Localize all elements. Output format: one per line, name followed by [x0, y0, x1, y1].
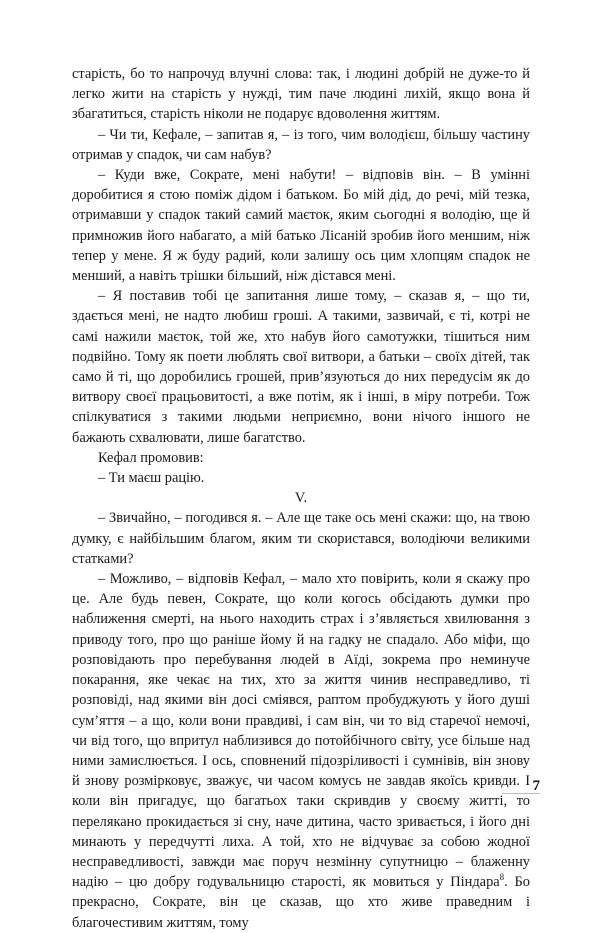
paragraph-text: . Бо прекрасно, Сократе, він це сказав, що хто живе праведним і благочестивим життям, тому	[72, 874, 531, 931]
paragraph: – Куди вже, Сократе, мені набути! – відповів він. – В умінні доробитися я стою поміж дідом і батьком. Бо мій дід, до речі, мій тезка, отримавши у спадок такий самий маєток, яким сьогодні я володію, ще й примножив його набагато, а мій батько Лісаній зробив його меншим, ніж тепер у мене. Я ж буду радий, коли залишу ось цим хлопцям спадок не менший, а навіть трішки більший, ніж дістався мені.	[72, 167, 530, 285]
paragraph: – Я поставив тобі це запитання лише тому, – сказав я, – що ти, здається мені, не надто любиш гроші. А такими, зазвичай, є ті, котрі не самі нажили маєток, той же, хто набув його самотужки, тішиться ним подвійно. Тому як поети люблять свої витвори, а батьки – своїх дітей, так само й ті, що доробились грошей, прив’язуються до них передусім як до витвору своєї працьовитості, а вже потім, як і інші, в міру потреби. Тож спілкуватися з такими людьми неприємно, вони нічого іншого не бажають схвалювати, лише багатство.	[72, 288, 530, 446]
paragraph	[72, 569, 530, 933]
page-number: 7	[532, 778, 540, 794]
footnote-marker[interactable]: 8	[499, 872, 505, 883]
body-text	[72, 64, 530, 933]
section-heading: V.	[294, 490, 308, 507]
paragraph: – Звичайно, – погодився я. – Але ще таке ось мені скажи: що, на твою думку, є найбільшим благом, яким ти скористався, володіючи великими статками?	[72, 510, 530, 567]
paragraph: – Ти маєш рацію.	[98, 470, 205, 487]
paragraph: старість, бо то напрочуд влучні слова: так, і людині добрій не дуже-то й легко жити на старість у нужді, тим паче людині лихій, якщо вона й збагатиться, старість ніколи не подарує вдоволення життям.	[72, 66, 530, 123]
paragraph: – Чи ти, Кефале, – запитав я, – із того, чим володієш, більшу частину отримав у спадок, чи сам набув?	[72, 126, 530, 163]
paragraph: Кефал промовив:	[98, 449, 204, 466]
paragraph-text: – Можливо, – відповів Кефал, – мало хто повірить, коли я скажу про це. Але будь певен, Сократе, що коли когось обсідають думки про наближення смерті, на нього находить страх і з’являється хвилювання з приводу того, про що раніше йому й на гадку не спадало. Або міфи, що розповідають про перебування людей в Аїді, зокрема про неминуче покарання, яке чекає на тих, хто за життя чинив несправедливо, ті розповіді, над якими він досі сміявся, раптом пробуджують у його душі сум’яття – а що, коли вони правдиві, і сам він, чи то від старечої немочі, чи від того, що впритул наблизився до потойбічного світу, усе більше над ними замислюється. І ось, сповнений підозріливості і сумнівів, він знову й знову розмірковує, зважує, чи часом комусь не завдав якоїсь кривди. І коли він пригадує, що багатьох таки скривдив у своєму житті, то перелякано прокидається зі сну, наче дитина, часто зривається, і його дні минають у передчутті лиха. А той, хто не відчуває за собою жодної несправедливості, завжди має поруч незмінну супутницю – блаженну надію – цю добру годувальницю старості, як мовиться у Піндара	[72, 571, 530, 891]
folio-rule	[502, 793, 540, 794]
